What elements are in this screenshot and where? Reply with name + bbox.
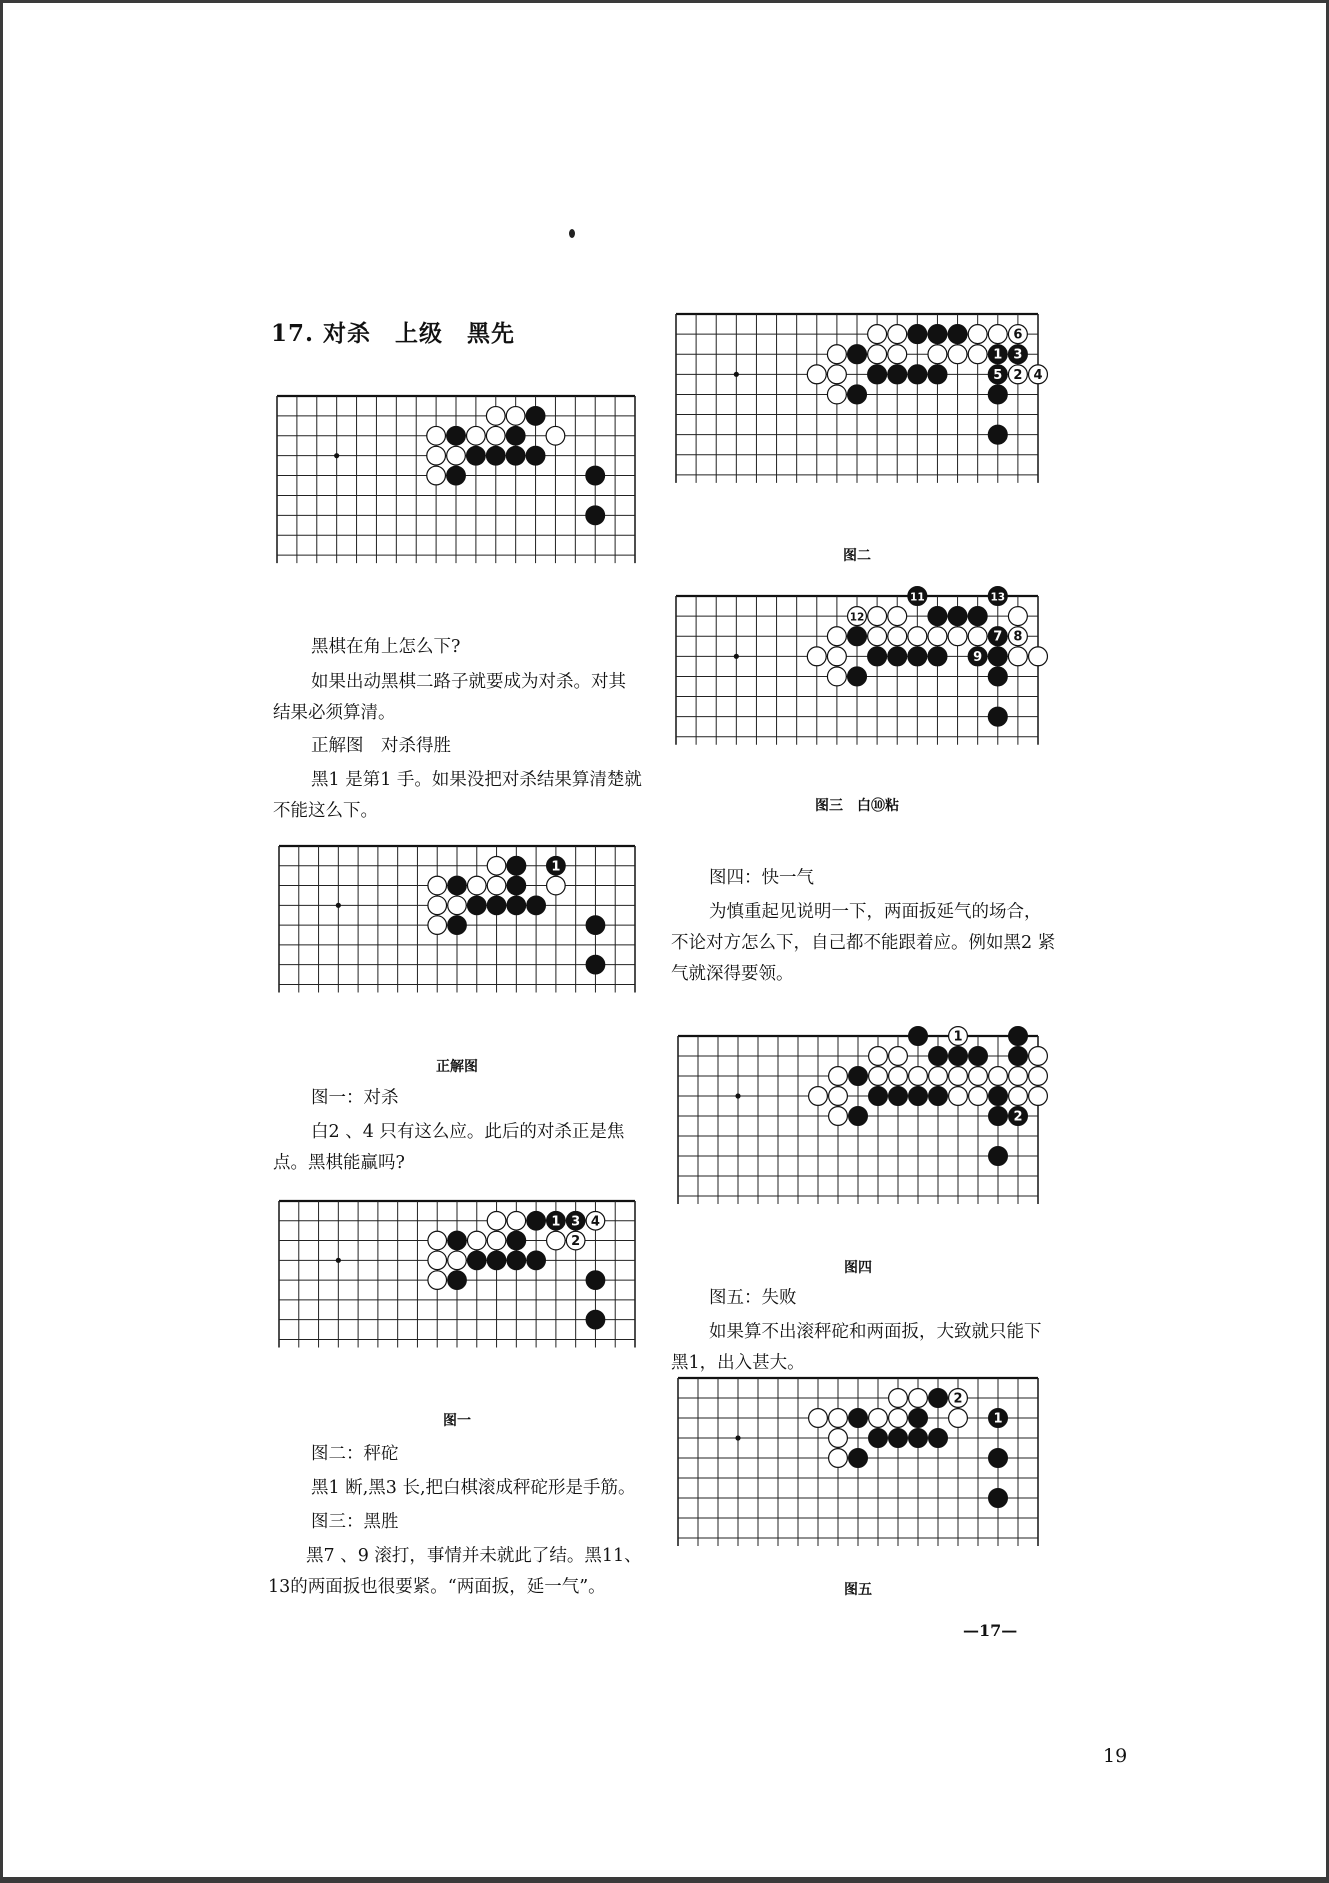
white-stone xyxy=(1008,647,1027,666)
white-stone xyxy=(827,345,846,364)
white-stone xyxy=(827,627,846,646)
black-stone xyxy=(989,1449,1008,1468)
white-stone xyxy=(506,407,525,426)
white-stone xyxy=(949,1409,968,1428)
black-stone xyxy=(948,607,967,626)
white-stone xyxy=(809,1409,828,1428)
black-stone xyxy=(1009,1047,1028,1066)
white-stone xyxy=(428,896,447,915)
black-stone xyxy=(929,1087,948,1106)
white-stone xyxy=(829,1067,848,1086)
black-stone xyxy=(586,955,605,974)
paragraph-fig3-text: 黑7 、9 滚打，事情并未就此了结。黑11、13的两面扳也很要紧。“两面扳，延一气”。 xyxy=(268,1546,642,1597)
white-stone xyxy=(427,426,446,445)
paragraph-fig4-heading: 图四：快一气 xyxy=(709,868,814,888)
white-stone xyxy=(546,426,565,445)
star-point xyxy=(735,1093,740,1098)
black-stone xyxy=(909,1409,928,1428)
white-stone xyxy=(809,1087,828,1106)
svg-text:1: 1 xyxy=(551,859,561,875)
white-stone xyxy=(467,876,486,895)
pdf-page-number: 19 xyxy=(1103,1745,1128,1767)
white-stone xyxy=(1029,1047,1048,1066)
star-point xyxy=(735,1435,740,1440)
black-stone xyxy=(908,325,927,344)
caption-fig2: 图二 xyxy=(843,548,871,564)
white-stone xyxy=(428,1231,447,1250)
white-stone xyxy=(829,1107,848,1126)
white-stone xyxy=(827,667,846,686)
go-board-fig2 xyxy=(673,311,1041,517)
black-stone xyxy=(968,607,987,626)
go-board-fig4 xyxy=(675,1029,1041,1245)
svg-text:9: 9 xyxy=(973,649,983,665)
white-stone xyxy=(948,345,967,364)
black-stone xyxy=(486,446,505,465)
white-stone xyxy=(868,607,887,626)
white-stone xyxy=(968,627,987,646)
black-stone xyxy=(849,1107,868,1126)
black-stone xyxy=(586,916,605,935)
move-number-stone xyxy=(988,627,1007,646)
svg-text:8: 8 xyxy=(1013,629,1023,645)
white-stone xyxy=(428,1271,447,1290)
white-stone xyxy=(829,1429,848,1448)
white-stone xyxy=(486,407,505,426)
black-stone xyxy=(526,407,545,426)
star-point xyxy=(336,1258,341,1263)
move-number-stone xyxy=(586,1211,605,1230)
black-stone xyxy=(487,896,506,915)
black-stone xyxy=(586,506,605,525)
white-stone xyxy=(487,1231,506,1250)
black-stone xyxy=(507,896,526,915)
black-stone xyxy=(928,607,947,626)
move-number-stone xyxy=(988,345,1007,364)
go-board-problem xyxy=(274,393,638,599)
white-stone xyxy=(989,1067,1008,1086)
white-stone xyxy=(427,466,446,485)
white-stone xyxy=(467,426,486,445)
white-stone xyxy=(988,325,1007,344)
black-stone xyxy=(868,647,887,666)
white-stone xyxy=(507,1211,526,1230)
black-stone xyxy=(928,325,947,344)
paragraph-fig1-heading: 图一：对杀 xyxy=(311,1088,399,1108)
black-stone xyxy=(507,876,526,895)
black-stone xyxy=(448,876,467,895)
white-stone xyxy=(889,1067,908,1086)
white-stone xyxy=(547,876,566,895)
paragraph-fig5-heading: 图五：失败 xyxy=(709,1288,797,1308)
svg-text:2: 2 xyxy=(1013,367,1023,383)
move-number-stone xyxy=(988,365,1007,384)
paragraph-fig4-text: 为慎重起见说明一下，两面扳延气的场合，不论对方怎么下，自己都不能跟着应。例如黑2 紧气就深得要领。 xyxy=(671,902,1056,984)
white-stone xyxy=(487,1211,506,1230)
paragraph-question: 黑棋在角上怎么下? xyxy=(311,637,461,657)
move-number-stone xyxy=(547,1211,566,1230)
svg-text:1: 1 xyxy=(953,1029,963,1045)
white-stone xyxy=(909,1067,928,1086)
white-stone xyxy=(1008,607,1027,626)
white-stone xyxy=(968,345,987,364)
black-stone xyxy=(929,1429,948,1448)
move-number-stone xyxy=(1008,365,1027,384)
go-board-solution xyxy=(276,843,638,1043)
white-stone xyxy=(888,627,907,646)
white-stone xyxy=(888,607,907,626)
black-stone xyxy=(909,1429,928,1448)
svg-text:2: 2 xyxy=(953,1391,963,1407)
paragraph-explanation: 如果出动黑棋二路子就要成为对杀。对其结果必须算清。 xyxy=(273,672,626,723)
black-stone xyxy=(889,1087,908,1106)
white-stone xyxy=(1029,1087,1048,1106)
white-stone xyxy=(829,1409,848,1428)
black-stone xyxy=(888,647,907,666)
white-stone xyxy=(827,647,846,666)
paragraph-fig1-text: 白2 、4 只有这么应。此后的对杀正是焦点。黑棋能赢吗? xyxy=(273,1122,625,1173)
move-number-stone xyxy=(547,856,566,875)
black-stone xyxy=(949,1047,968,1066)
white-stone xyxy=(889,1047,908,1066)
svg-text:1: 1 xyxy=(551,1214,561,1230)
black-stone xyxy=(989,1147,1008,1166)
move-number-stone xyxy=(989,1409,1008,1428)
white-stone xyxy=(948,627,967,646)
go-board-fig3 xyxy=(673,593,1041,777)
black-stone xyxy=(467,446,486,465)
svg-text:4: 4 xyxy=(590,1214,600,1230)
svg-text:11: 11 xyxy=(910,591,925,604)
star-point xyxy=(334,453,339,458)
black-stone xyxy=(527,1251,546,1270)
move-number-stone xyxy=(908,587,927,606)
black-stone xyxy=(988,647,1007,666)
white-stone xyxy=(869,1047,888,1066)
black-stone xyxy=(908,365,927,384)
black-stone xyxy=(989,1489,1008,1508)
white-stone xyxy=(868,325,887,344)
white-stone xyxy=(869,1067,888,1086)
black-stone xyxy=(908,647,927,666)
paragraph-fig5-text: 如果算不出滚秤砣和两面扳，大致就只能下黑1，出入甚大。 xyxy=(671,1322,1042,1373)
black-stone xyxy=(506,426,525,445)
black-stone xyxy=(988,707,1007,726)
black-stone xyxy=(1009,1027,1028,1046)
star-point xyxy=(734,372,739,377)
black-stone xyxy=(848,667,867,686)
caption-solution: 正解图 xyxy=(436,1059,478,1075)
move-number-stone xyxy=(1008,345,1027,364)
svg-text:3: 3 xyxy=(1013,347,1023,363)
white-stone xyxy=(827,385,846,404)
move-number-stone xyxy=(848,607,867,626)
black-stone xyxy=(467,896,486,915)
move-number-stone xyxy=(566,1211,585,1230)
white-stone xyxy=(427,446,446,465)
move-number-stone xyxy=(988,587,1007,606)
black-stone xyxy=(849,1449,868,1468)
black-stone xyxy=(888,365,907,384)
white-stone xyxy=(869,1409,888,1428)
move-number-stone xyxy=(566,1231,585,1250)
black-stone xyxy=(929,1389,948,1408)
move-number-stone xyxy=(1009,1107,1028,1126)
move-number-stone xyxy=(949,1389,968,1408)
book-page xyxy=(3,3,1326,1877)
go-board-fig1 xyxy=(276,1198,638,1398)
svg-text:2: 2 xyxy=(1013,1109,1023,1125)
white-stone xyxy=(909,1389,928,1408)
svg-text:7: 7 xyxy=(993,629,1003,645)
black-stone xyxy=(527,896,546,915)
move-number-stone xyxy=(968,647,987,666)
black-stone xyxy=(988,385,1007,404)
white-stone xyxy=(428,876,447,895)
caption-fig1: 图一 xyxy=(443,1413,471,1429)
black-stone xyxy=(989,1087,1008,1106)
white-stone xyxy=(949,1067,968,1086)
white-stone xyxy=(428,916,447,935)
svg-text:1: 1 xyxy=(993,347,1003,363)
star-point xyxy=(336,903,341,908)
black-stone xyxy=(586,1310,605,1329)
white-stone xyxy=(949,1087,968,1106)
black-stone xyxy=(848,627,867,646)
black-stone xyxy=(988,425,1007,444)
black-stone xyxy=(507,1231,526,1250)
black-stone xyxy=(507,1251,526,1270)
black-stone xyxy=(869,1429,888,1448)
white-stone xyxy=(929,1067,948,1086)
white-stone xyxy=(968,325,987,344)
black-stone xyxy=(467,1251,486,1270)
white-stone xyxy=(888,345,907,364)
black-stone xyxy=(909,1027,928,1046)
black-stone xyxy=(586,1271,605,1290)
white-stone xyxy=(829,1449,848,1468)
caption-fig3: 图三 白⑩粘 xyxy=(815,798,899,814)
white-stone xyxy=(889,1389,908,1408)
black-stone xyxy=(969,1047,988,1066)
paragraph-solution-text: 黑1 是第1 手。如果没把对杀结果算清楚就不能这么下。 xyxy=(273,770,642,821)
white-stone xyxy=(448,896,467,915)
svg-text:13: 13 xyxy=(990,591,1006,604)
black-stone xyxy=(868,365,887,384)
book-page-number: —17— xyxy=(963,1621,1018,1640)
white-stone xyxy=(928,627,947,646)
white-stone xyxy=(547,1231,566,1250)
white-stone xyxy=(448,1251,467,1270)
white-stone xyxy=(428,1251,447,1270)
black-stone xyxy=(447,466,466,485)
black-stone xyxy=(928,365,947,384)
black-stone xyxy=(586,466,605,485)
black-stone xyxy=(848,385,867,404)
go-board-fig5 xyxy=(675,1375,1041,1579)
black-stone xyxy=(447,426,466,445)
white-stone xyxy=(807,647,826,666)
black-stone xyxy=(929,1047,948,1066)
white-stone xyxy=(486,426,505,445)
black-stone xyxy=(448,1271,467,1290)
svg-text:6: 6 xyxy=(1013,327,1023,343)
move-number-stone xyxy=(949,1027,968,1046)
black-stone xyxy=(448,916,467,935)
white-stone xyxy=(487,856,506,875)
black-stone xyxy=(507,856,526,875)
caption-fig4: 图四 xyxy=(844,1260,872,1276)
white-stone xyxy=(928,345,947,364)
paragraph-fig3-heading: 图三：黑胜 xyxy=(311,1512,399,1532)
black-stone xyxy=(988,667,1007,686)
white-stone xyxy=(447,446,466,465)
white-stone xyxy=(1009,1087,1028,1106)
black-stone xyxy=(909,1087,928,1106)
paragraph-fig2-heading: 图二：秤砣 xyxy=(311,1444,399,1464)
star-point xyxy=(734,654,739,659)
svg-text:3: 3 xyxy=(571,1214,581,1230)
move-number-stone xyxy=(1008,325,1027,344)
black-stone xyxy=(869,1087,888,1106)
white-stone xyxy=(1029,1067,1048,1086)
white-stone xyxy=(487,876,506,895)
white-stone xyxy=(827,365,846,384)
black-stone xyxy=(948,325,967,344)
white-stone xyxy=(889,1409,908,1428)
black-stone xyxy=(848,345,867,364)
svg-text:1: 1 xyxy=(993,1411,1003,1427)
paragraph-solution-heading: 正解图 对杀得胜 xyxy=(311,736,451,756)
svg-text:4: 4 xyxy=(1033,367,1043,383)
white-stone xyxy=(969,1087,988,1106)
move-number-stone xyxy=(1008,627,1027,646)
white-stone xyxy=(868,345,887,364)
black-stone xyxy=(526,446,545,465)
move-number-stone xyxy=(1029,365,1048,384)
black-stone xyxy=(506,446,525,465)
black-stone xyxy=(527,1211,546,1230)
svg-text:2: 2 xyxy=(571,1234,581,1250)
white-stone xyxy=(467,1231,486,1250)
black-stone xyxy=(889,1429,908,1448)
caption-fig5: 图五 xyxy=(844,1582,872,1598)
white-stone xyxy=(888,325,907,344)
white-stone xyxy=(868,627,887,646)
black-stone xyxy=(989,1107,1008,1126)
black-stone xyxy=(849,1409,868,1428)
black-stone xyxy=(487,1251,506,1270)
black-stone xyxy=(448,1231,467,1250)
print-speck xyxy=(569,229,575,238)
problem-title: 17. 对杀 上级 黑先 xyxy=(271,320,516,347)
white-stone xyxy=(969,1067,988,1086)
white-stone xyxy=(1009,1067,1028,1086)
paragraph-fig2-text: 黑1 断,黑3 长,把白棋滚成秤砣形是手筋。 xyxy=(311,1478,636,1498)
white-stone xyxy=(807,365,826,384)
white-stone xyxy=(1029,647,1048,666)
svg-text:12: 12 xyxy=(849,611,865,624)
svg-text:5: 5 xyxy=(993,367,1003,383)
white-stone xyxy=(829,1087,848,1106)
black-stone xyxy=(928,647,947,666)
white-stone xyxy=(908,627,927,646)
black-stone xyxy=(849,1067,868,1086)
